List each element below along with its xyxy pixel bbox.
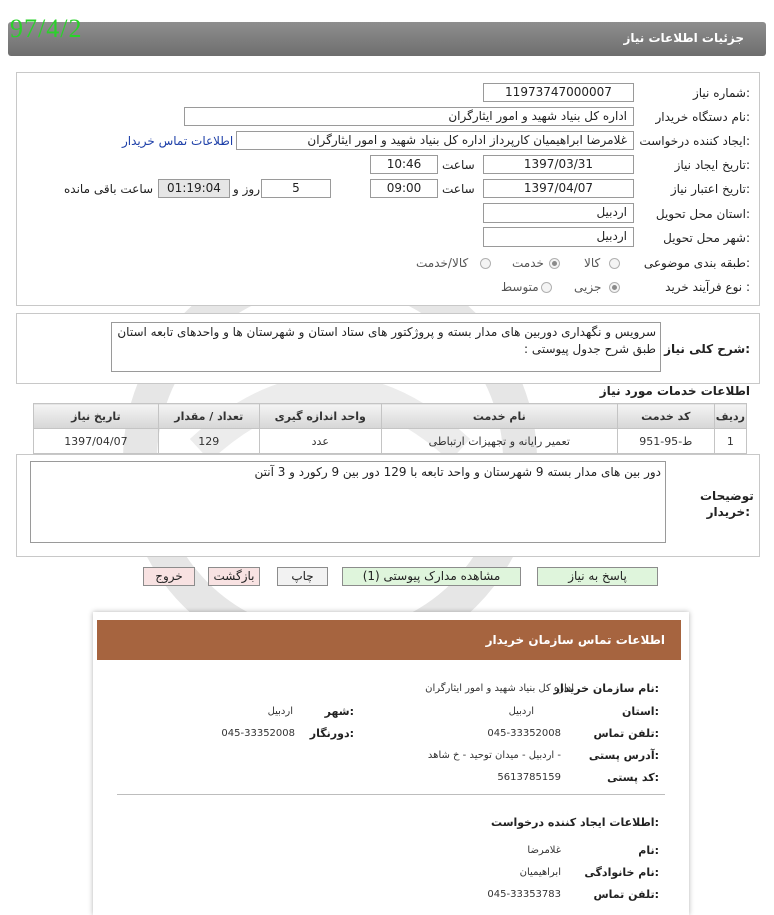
col-row: ردیف [714,404,746,429]
contact-card-header [97,620,681,660]
cell-code: ط-95-951 [617,429,714,454]
creator-phone-value: 045-33353783 [487,889,561,900]
org-value: اداره کل بنیاد شهید و امور ایثارگران [425,683,574,694]
category-label: طبقه بندی موضوعی: [643,256,750,270]
cell-row: 1 [714,429,746,454]
title-bar [8,22,766,56]
card-divider [117,794,665,795]
created-time-field: 10:46 [370,155,438,174]
valid-time-label: ساعت [442,182,475,196]
first-name-value: غلامرضا [527,845,561,856]
date-stamp: 97/4/2 [10,14,83,43]
remaining-time-field: 01:19:04 [158,179,230,198]
days-label: روز و [233,182,260,196]
fax-label: دورنگار: [309,727,354,740]
creator-field: غلامرضا ابراهیمیان کارپرداز اداره کل بنیاد شهید و امور ایثارگران [236,131,634,150]
contact-province-value: اردبیل [508,706,534,717]
page-title: جزئیات اطلاعات نیاز [623,31,744,45]
contact-phone-label: تلفن تماس: [593,727,659,740]
valid-date-field: 1397/04/07 [483,179,634,198]
process-label: نوع فرآیند خرید : [665,280,750,294]
contact-province-label: استان: [621,705,659,718]
print-button[interactable]: چاپ [277,567,328,586]
col-qty: تعداد / مقدار [158,404,259,429]
notes-textarea[interactable]: دور بین های مدار بسته 9 شهرستان و واحد تابعه با 129 دور بین 9 رکورد و 3 آنتن [30,461,666,543]
category-option-goods-service: کالا/خدمت [416,256,469,270]
province-label: استان محل تحویل: [655,207,750,221]
process-radio-minor[interactable] [609,282,620,293]
col-service: نام خدمت [381,404,617,429]
cell-date: 1397/04/07 [34,429,159,454]
process-option-minor: جزیی [574,280,602,294]
services-header-row [34,404,747,429]
category-option-goods: کالا [584,256,601,270]
cell-unit: عدد [259,429,381,454]
cell-qty: 129 [158,429,259,454]
category-radio-goods-service[interactable] [480,258,491,269]
contact-city-value: اردبیل [267,706,293,717]
reply-button[interactable]: پاسخ به نیاز [537,567,658,586]
category-radio-service[interactable] [549,258,560,269]
city-label: شهر محل تحویل: [663,231,750,245]
attachments-button[interactable]: مشاهده مدارک پیوستی (1) [342,567,521,586]
created-time-label: ساعت [442,158,475,172]
col-code: کد خدمت [617,404,714,429]
creator-phone-label: تلفن تماس: [593,888,659,901]
buyer-contact-link[interactable]: اطلاعات تماس خریدار [122,134,234,148]
table-row[interactable] [34,429,747,454]
remaining-days-field: 5 [261,179,331,198]
contact-city-label: شهر: [324,705,354,718]
address-label: آدرس پستی: [588,749,659,762]
last-name-label: نام خانوادگی: [584,866,659,879]
creator-label: ایجاد کننده درخواست: [639,134,750,148]
postal-value: 5613785159 [497,772,561,783]
created-date-field: 1397/03/31 [483,155,634,174]
buyer-org-field: اداره کل بنیاد شهید و امور ایثارگران [184,107,634,126]
notes-label: توضیحات خریدار: [700,489,754,519]
first-name-label: نام: [638,844,659,857]
back-button[interactable]: بازگشت [208,567,260,586]
contact-card-title: اطلاعات تماس سازمان خریدار [485,633,665,647]
category-radio-goods[interactable] [609,258,620,269]
org-label: نام سازمان خریدار: [553,682,659,695]
address-value: اردبیل - میدان توحید - خ شاهد - [427,750,561,761]
summary-label: شرح کلی نیاز: [664,342,750,356]
services-table [33,403,747,454]
valid-time-field: 09:00 [370,179,438,198]
created-date-label: تاریخ ایجاد نیاز: [674,158,750,172]
fax-value: 045-33352008 [221,728,295,739]
buyer-contact-card [93,612,689,915]
need-number-label: شماره نیاز: [692,86,750,100]
buyer-org-label: نام دستگاه خریدار: [655,110,750,124]
city-field: اردبیل [483,227,634,247]
col-unit: واحد اندازه گیری [259,404,381,429]
process-radio-medium[interactable] [541,282,552,293]
contact-phone-value: 045-33352008 [487,728,561,739]
exit-button[interactable]: خروج [143,567,195,586]
creator-section-title: اطلاعات ایجاد کننده درخواست: [491,816,659,829]
cell-service: تعمیر رایانه و تجهیزات ارتباطی [381,429,617,454]
col-date: تاریخ نیاز [34,404,159,429]
need-number-field: 11973747000007 [483,83,634,102]
category-option-service: خدمت [512,256,544,270]
valid-date-label: تاریخ اعتبار نیاز: [670,182,750,196]
postal-label: کد پستی: [607,771,659,784]
remaining-label: ساعت باقی مانده [64,182,154,196]
province-field: اردبیل [483,203,634,223]
process-option-medium: متوسط [501,280,539,294]
last-name-value: ابراهیمیان [519,867,561,878]
services-title: اطلاعات خدمات مورد نیاز [599,384,750,398]
summary-textarea[interactable]: سرویس و نگهداری دوربین های مدار بسته و پروژکتور های ستاد استان و شهرستان ها و واحدهای تابعه استان طبق شرح جدول پیوستی : [111,322,661,372]
